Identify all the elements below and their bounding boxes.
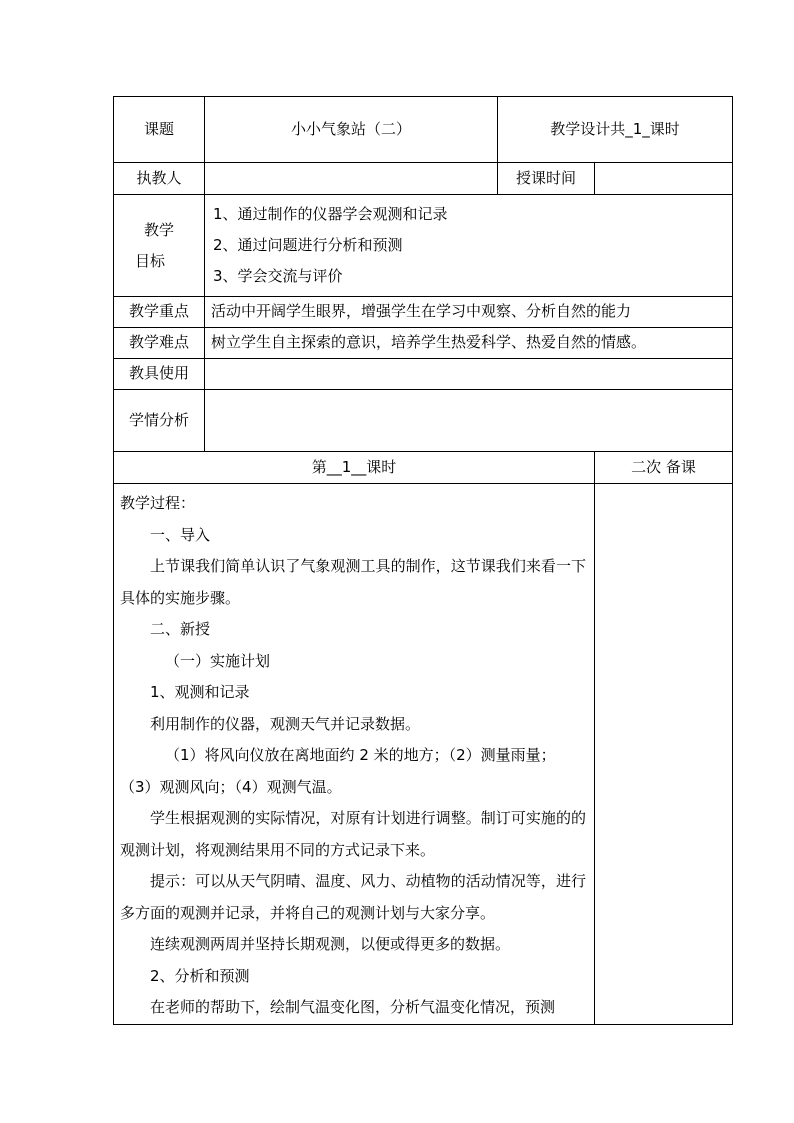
- process-para: 二、新授: [150, 620, 211, 638]
- topic-label: 课题: [114, 97, 205, 163]
- process-para: 在老师的帮助下，绘制气温变化图，分析气温变化情况，预测: [150, 998, 556, 1016]
- process-para: 利用制作的仪器，观测天气并记录数据。: [150, 714, 421, 733]
- goal-item-2: 2、通过问题进行分析和预测: [213, 236, 403, 254]
- goal-item-1: 1、通过制作的仪器学会观测和记录: [213, 205, 448, 223]
- goals-label: [114, 195, 205, 297]
- process-para: 上节课我们简单认识了气象观测工具的制作，这节课我们来看一下具体的实施步骤。: [120, 557, 586, 607]
- goal-item-3: 3、学会交流与评价: [213, 267, 343, 285]
- lesson-plan-table: [113, 96, 733, 1025]
- second-prep-label: 二次 备课: [595, 452, 733, 484]
- row-goals: [114, 195, 733, 297]
- difficulty-label: 教学难点: [114, 328, 205, 359]
- process-para: 学生根据观测的实际情况，对原有计划进行调整。制订可实施的的观测计划，将观测结果用不同的方式记录下来。: [120, 809, 586, 859]
- row-process: [114, 484, 733, 1025]
- process-para: 1、观测和记录: [150, 683, 250, 701]
- process-para: 提示：可以从天气阴晴、温度、风力、动植物的活动情况等，进行多方面的观测并记录，并将自己的观测计划与大家分享。: [120, 872, 586, 922]
- time-label: 授课时间: [498, 163, 595, 195]
- row-key-point: [114, 297, 733, 328]
- row-tools: [114, 359, 733, 390]
- goals-label-line2: 目标: [134, 251, 165, 270]
- teaching-process: [114, 484, 595, 1025]
- process-heading: 教学过程：: [120, 494, 196, 512]
- period-number: 第__1__课时: [114, 452, 595, 484]
- process-para: （1）将风向仪放在离地面约 2 米的地方；（2）测量雨量；: [165, 746, 556, 764]
- difficulty-value: 树立学生自主探索的意识，培养学生热爱科学、热爱自然的情感。: [205, 328, 733, 359]
- process-para: 连续观测两周并坚持长期观测，以便或得更多的数据。: [150, 935, 511, 953]
- analysis-label: 学情分析: [114, 390, 205, 452]
- periods-count: 教学设计共_1_课时: [498, 97, 733, 163]
- process-para: （一）实施计划: [165, 651, 271, 670]
- teacher-label: 执教人: [114, 163, 205, 195]
- topic-value: 小小气象站（二）: [205, 97, 498, 163]
- tools-value[interactable]: [205, 359, 733, 390]
- goals-list: [205, 195, 733, 297]
- process-para: 一、导入: [150, 525, 211, 544]
- key-point-value: 活动中开阔学生眼界，增强学生在学习中观察、分析自然的能力: [205, 297, 733, 328]
- row-topic: [114, 97, 733, 163]
- row-section: [114, 452, 733, 484]
- row-analysis: [114, 390, 733, 452]
- row-teacher: [114, 163, 733, 195]
- goals-label-line1: 教学: [143, 220, 174, 239]
- teacher-value[interactable]: [205, 163, 498, 195]
- key-point-label: 教学重点: [114, 297, 205, 328]
- row-difficulty: [114, 328, 733, 359]
- tools-label: 教具使用: [114, 359, 205, 390]
- process-para: （3）观测风向；（4）观测气温。: [120, 777, 342, 796]
- time-value[interactable]: [595, 163, 733, 195]
- analysis-value[interactable]: [205, 390, 733, 452]
- second-prep-notes[interactable]: [595, 484, 733, 1025]
- process-para: 2、分析和预测: [150, 966, 250, 985]
